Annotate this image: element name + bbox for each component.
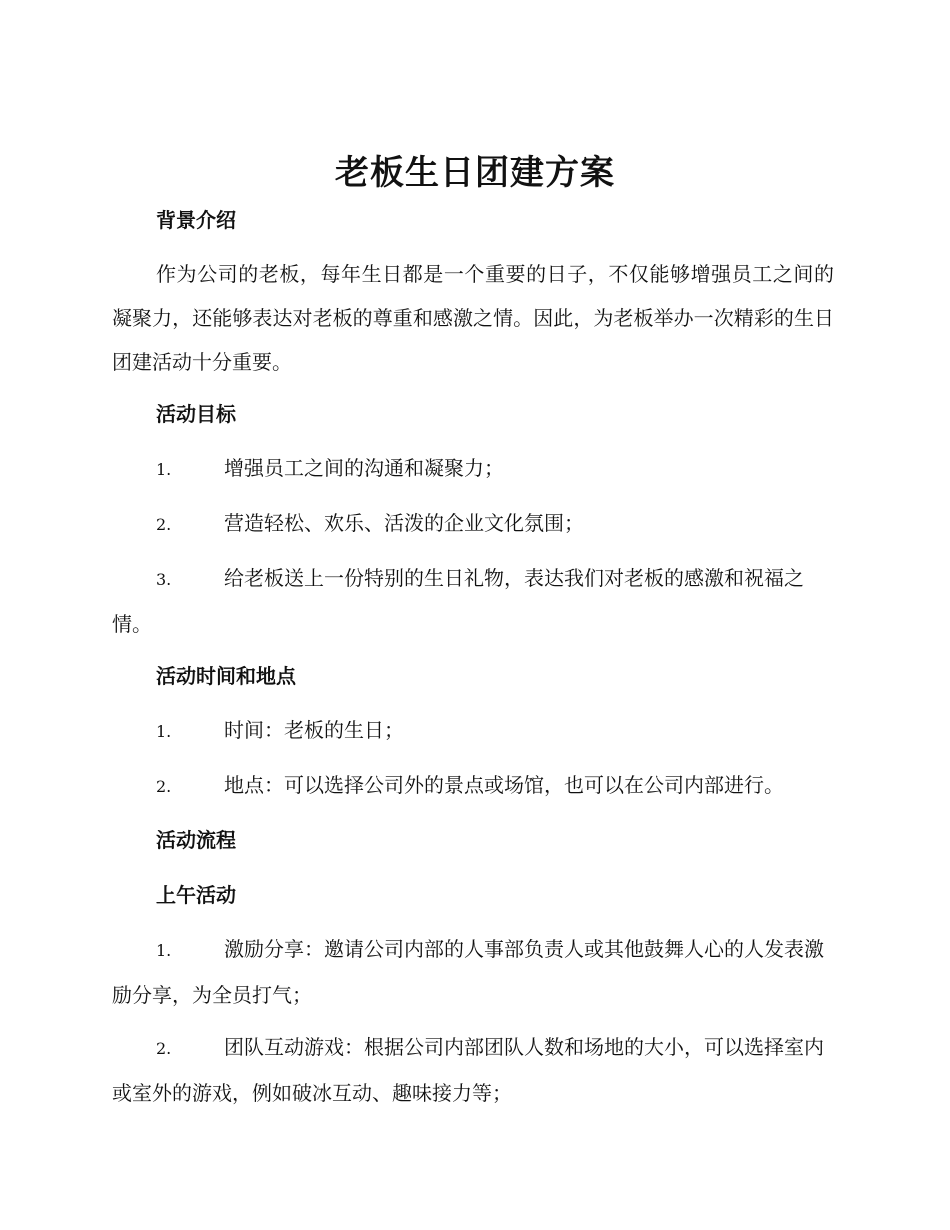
section-heading-time-place: 活动时间和地点 bbox=[156, 664, 296, 688]
section-heading-background: 背景介绍 bbox=[156, 208, 236, 232]
list-number: 2. bbox=[156, 515, 172, 534]
list-item-text: 激励分享：邀请公司内部的人事部负责人或其他鼓舞人心的人发表激励分享，为全员打气； bbox=[112, 937, 824, 1007]
list-item bbox=[112, 1025, 834, 1115]
list-item bbox=[112, 556, 834, 646]
subheading-morning: 上午活动 bbox=[156, 883, 236, 907]
section-heading-process: 活动流程 bbox=[156, 828, 236, 852]
list-item-text: 时间：老板的生日； bbox=[224, 718, 404, 742]
list-item-text: 营造轻松、欢乐、活泼的企业文化氛围； bbox=[224, 511, 584, 535]
list-item-text: 给老板送上一份特别的生日礼物，表达我们对老板的感激和祝福之情。 bbox=[112, 566, 804, 636]
list-item-text: 地点：可以选择公司外的景点或场馆，也可以在公司内部进行。 bbox=[224, 773, 784, 797]
list-item bbox=[112, 763, 834, 809]
list-item-text: 团队互动游戏：根据公司内部团队人数和场地的大小，可以选择室内或室外的游戏，例如破冰互动、趣味接力等； bbox=[112, 1035, 824, 1105]
list-number: 1. bbox=[156, 722, 172, 741]
list-item-text: 增强员工之间的沟通和凝聚力； bbox=[224, 456, 504, 480]
list-number: 2. bbox=[156, 1039, 172, 1058]
list-number: 2. bbox=[156, 777, 172, 796]
section-heading-goals: 活动目标 bbox=[156, 402, 236, 426]
list-item bbox=[112, 501, 834, 547]
document-title: 老板生日团建方案 bbox=[335, 153, 615, 193]
list-item bbox=[112, 708, 834, 754]
list-number: 1. bbox=[156, 460, 172, 479]
list-number: 3. bbox=[156, 570, 172, 589]
list-number: 1. bbox=[156, 941, 172, 960]
background-paragraph: 作为公司的老板，每年生日都是一个重要的日子，不仅能够增强员工之间的凝聚力，还能够表达对老板的尊重和感激之情。因此，为老板举办一次精彩的生日团建活动十分重要。 bbox=[112, 262, 834, 374]
list-item bbox=[112, 927, 834, 1017]
list-item bbox=[112, 446, 834, 492]
